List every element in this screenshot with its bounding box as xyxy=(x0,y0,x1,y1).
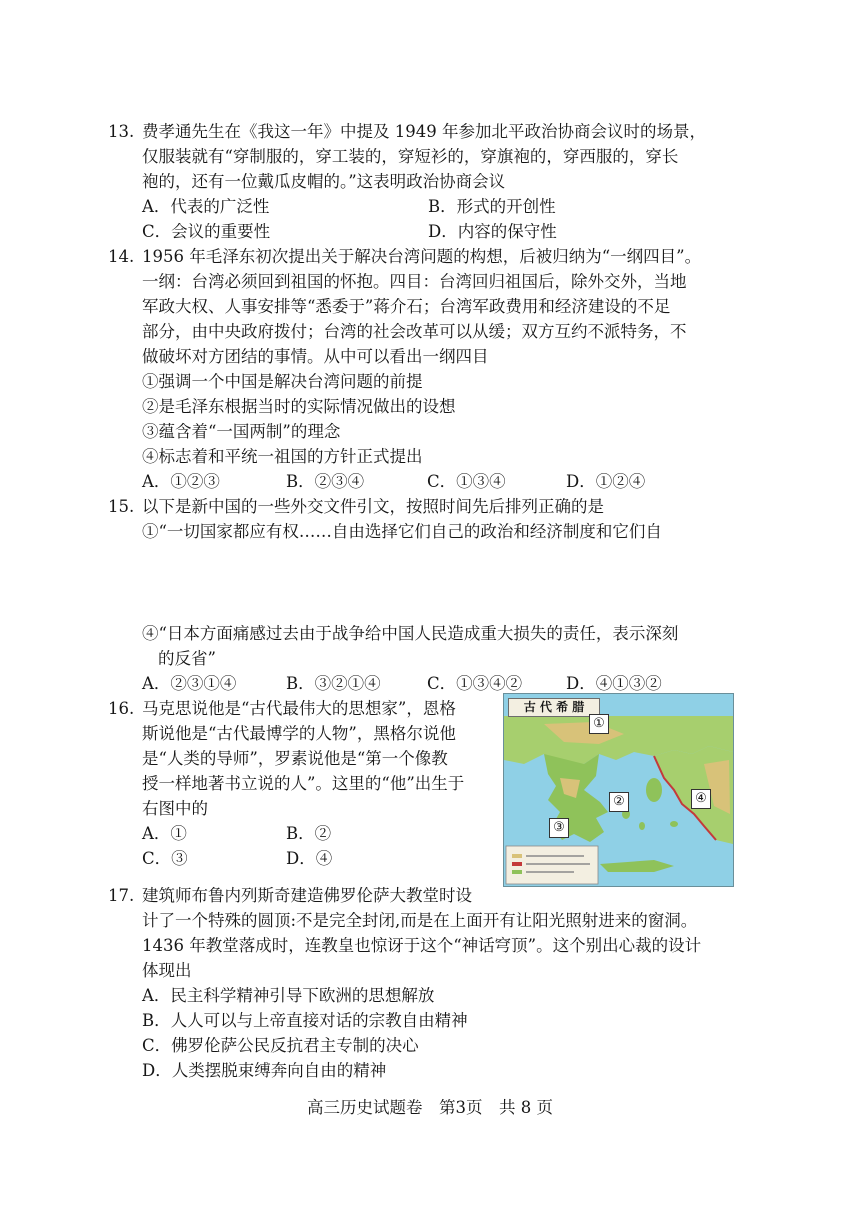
q14-option-b: B．②③④ xyxy=(286,472,365,491)
map-island xyxy=(670,821,678,827)
map-island xyxy=(646,778,662,802)
q15-number: 15. xyxy=(108,497,135,516)
map-marker-4: ④ xyxy=(691,789,711,809)
map-island xyxy=(639,822,645,830)
q16-line-5: 右图中的 xyxy=(142,799,208,818)
q16-line-1: 马克思说他是“古代最伟大的思想家”，恩格 xyxy=(142,699,456,718)
map-marker-2: ② xyxy=(609,792,629,812)
q16-option-a: A．① xyxy=(142,824,187,843)
q14-number: 14. xyxy=(108,247,135,266)
q16-option-c: C．③ xyxy=(142,849,188,868)
q14-statement-3: ③蕴含着“一国两制”的理念 xyxy=(142,422,341,441)
q16-line-2: 斯说他是“古代最博学的人物”，黑格尔说他 xyxy=(142,724,456,743)
q16-line-4: 授一样地著书立说的人”。这里的“他”出生于 xyxy=(142,774,465,793)
q14-statement-4: ④标志着和平统一祖国的方针正式提出 xyxy=(142,447,423,466)
map-title: 古 代 希 腊 xyxy=(508,698,600,717)
q17-option-c: C．佛罗伦萨公民反抗君主专制的决心 xyxy=(142,1036,419,1055)
q17-line-2: 计了一个特殊的圆顶:不是完全封闭,而是在上面开有让阳光照射进来的窗洞。 xyxy=(142,911,698,930)
map-marker-3: ③ xyxy=(549,818,569,838)
q15-option-b: B．③②①④ xyxy=(286,674,381,693)
ancient-greece-map xyxy=(503,693,734,887)
q17-number: 17. xyxy=(108,886,135,905)
map-legend-swatch xyxy=(512,854,522,858)
q14-option-c: C．①③④ xyxy=(427,472,506,491)
q14-line-5: 做破坏对方团结的事情。从中可以看出一纲四目 xyxy=(142,347,489,366)
q17-line-1: 建筑师布鲁内列斯奇建造佛罗伦萨大教堂时设 xyxy=(142,886,472,905)
q17-option-d: D．人类摆脱束缚奔向自由的精神 xyxy=(142,1061,387,1080)
q15-option-d: D．④①③② xyxy=(566,674,662,693)
q17-option-b: B．人人可以与上帝直接对话的宗教自由精神 xyxy=(142,1011,468,1030)
q16-option-b: B．② xyxy=(286,824,332,843)
q13-option-b: B．形式的开创性 xyxy=(428,197,556,216)
q15-option-a: A．②③①④ xyxy=(142,674,237,693)
q14-line-3: 军政大权、人事安排等“悉委于”蒋介石；台湾军政费用和经济建设的不足 xyxy=(142,297,671,316)
q16-number: 16. xyxy=(108,699,135,718)
q15-quote-4-line-1: ④“日本方面痛感过去由于战争给中国人民造成重大损失的责任，表示深刻 xyxy=(142,624,679,643)
q13-option-d: D．内容的保守性 xyxy=(428,222,557,241)
q15-quote-4-line-2: 的反省” xyxy=(158,649,216,668)
q16-option-d: D．④ xyxy=(286,849,333,868)
q14-option-a: A．①②③ xyxy=(142,472,220,491)
q15-line-1: 以下是新中国的一些外交文件引文，按照时间先后排列正确的是 xyxy=(142,497,604,516)
q13-line-2: 仅服装就有“穿制服的，穿工装的，穿短衫的，穿旗袍的，穿西服的，穿长 xyxy=(142,147,679,166)
q13-option-c: C．会议的重要性 xyxy=(142,222,271,241)
q13-line-3: 袍的，还有一位戴瓜皮帽的。”这表明政治协商会议 xyxy=(142,172,506,191)
q17-option-a: A．民主科学精神引导下欧洲的思想解放 xyxy=(142,986,435,1005)
q16-line-3: 是“人类的导师”，罗素说他是“第一个像教 xyxy=(142,749,448,768)
q17-line-3: 1436 年教堂落成时，连教皇也惊讶于这个“神话穹顶”。这个别出心裁的设计 xyxy=(142,936,702,955)
q13-line-1: 费孝通先生在《我这一年》中提及 1949 年参加北平政治协商会议时的场景， xyxy=(142,122,706,141)
q13-number: 13. xyxy=(108,122,135,141)
q15-quote-1: ①“一切国家都应有权……自由选择它们自己的政治和经济制度和它们自 xyxy=(142,522,662,541)
q17-line-4: 体现出 xyxy=(142,961,192,980)
q14-option-d: D．①②④ xyxy=(566,472,646,491)
map-legend-swatch xyxy=(512,862,522,866)
map-marker-1: ① xyxy=(589,714,609,734)
q15-option-c: C．①③④② xyxy=(427,674,523,693)
q14-statement-2: ②是毛泽东根据当时的实际情况做出的设想 xyxy=(142,397,456,416)
q14-line-2: 一纲：台湾必须回到祖国的怀抱。四目：台湾回归祖国后，除外交外，当地 xyxy=(142,272,687,291)
q14-line-4: 部分，由中央政府拨付；台湾的社会改革可以从缓；双方互约不派特务，不 xyxy=(142,322,687,341)
page-footer: 高三历史试题卷 第3页 共 8 页 xyxy=(307,1098,553,1117)
q13-option-a: A．代表的广泛性 xyxy=(142,197,270,216)
q14-line-1: 1956 年毛泽东初次提出关于解决台湾问题的构想，后被归纳为“一纲四目”。 xyxy=(142,247,702,266)
q14-statement-1: ①强调一个中国是解决台湾问题的前提 xyxy=(142,372,423,391)
map-legend-swatch xyxy=(512,870,522,874)
